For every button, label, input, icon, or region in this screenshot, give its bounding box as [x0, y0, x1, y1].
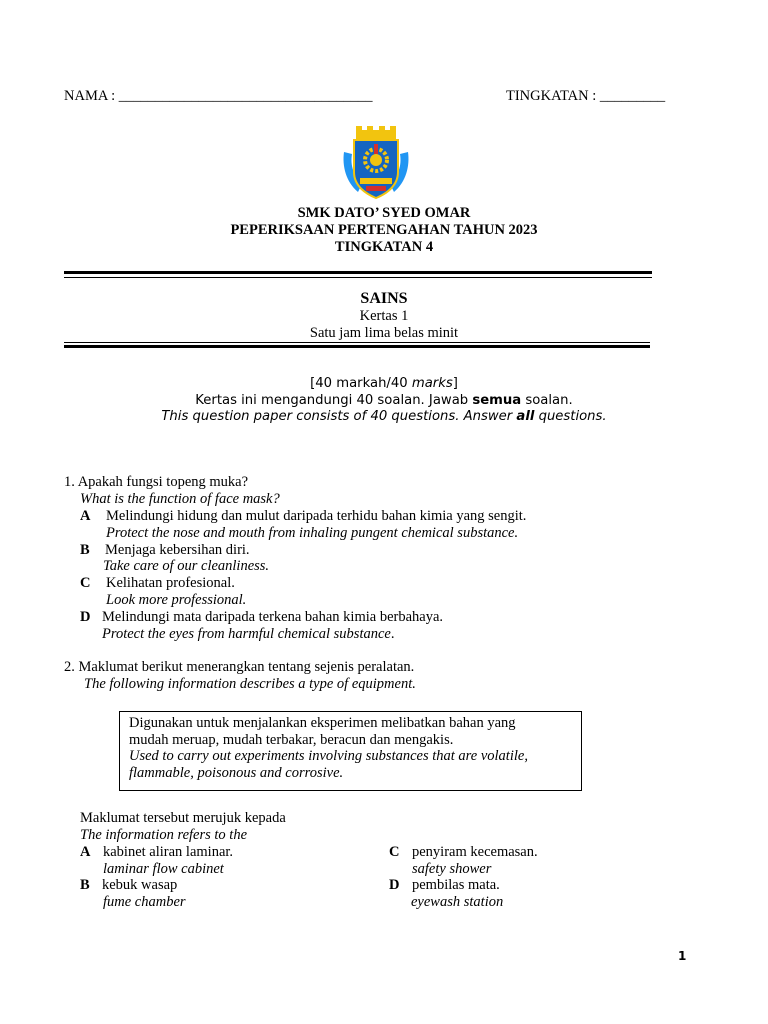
q1-question-en: What is the function of face mask? — [80, 491, 280, 507]
divider-top-thin — [64, 277, 652, 278]
instruction-english: This question paper consists of 40 questions. Answer all questions. — [161, 409, 607, 424]
exam-title: PEPERIKSAAN PERTENGAHAN TAHUN 2023 — [230, 222, 538, 238]
q2-prompt: Maklumat tersebut merujuk kepada — [80, 810, 286, 826]
name-field-label: NAMA : ___________________________________ — [64, 88, 373, 104]
q2-box-line-1: Digunakan untuk menjalankan eksperimen melibatkan bahan yang — [129, 715, 516, 731]
q2-prompt-en: The information refers to the — [80, 827, 248, 843]
q2-option-d-text-en: eyewash station — [411, 894, 504, 910]
q1-option-d-text-en: Protect the eyes from harmful chemical substance. — [102, 626, 395, 642]
q1-option-a-text-en: Protect the nose and mouth from inhaling pungent chemical substance. — [106, 525, 519, 541]
q2-info-box — [119, 711, 582, 791]
q2-option-c-letter: C — [389, 844, 400, 860]
divider-bottom — [64, 345, 650, 348]
q1-option-b-text: Menjaga kebersihan diri. — [105, 542, 250, 558]
instruction-malay: Kertas ini mengandungi 40 soalan. Jawab semua soalan. — [195, 393, 573, 408]
q1-option-c-text-en: Look more professional. — [106, 592, 247, 608]
q2-option-b-letter: B — [80, 877, 90, 893]
q1-option-c-letter: C — [80, 575, 91, 591]
q2-option-a-letter: A — [80, 844, 91, 860]
q1-option-a-text: Melindungi hidung dan mulut daripada terhidu bahan kimia yang sengit. — [106, 508, 527, 524]
q1-option-c-text: Kelihatan profesional. — [106, 575, 235, 591]
divider-bottom-thin — [64, 342, 650, 343]
q2-box-line-en-2: flammable, poisonous and corrosive. — [129, 764, 344, 781]
q2-option-b-text-en: fume chamber — [103, 894, 186, 910]
subject-title: SAINS — [360, 290, 408, 307]
q1-option-d-letter: D — [80, 609, 91, 625]
q2-option-d-letter: D — [389, 877, 400, 893]
q1-option-a-letter: A — [80, 508, 91, 524]
paper-number: Kertas 1 — [359, 308, 409, 324]
school-name: SMK DATO’ SYED OMAR — [297, 205, 471, 221]
q2-box-line-2: mudah meruap, mudah terbakar, beracun dan mengakis. — [129, 731, 454, 748]
page-number: 1 — [678, 949, 687, 963]
q2-question-en: The following information describes a type of equipment. — [84, 676, 416, 692]
q2-option-a-text-en: laminar flow cabinet — [103, 861, 224, 877]
q2-option-b-text: kebuk wasap — [102, 877, 178, 893]
q1-option-b-letter: B — [80, 542, 90, 558]
q1-question: 1. Apakah fungsi topeng muka? — [64, 474, 249, 490]
q2-question: 2. Maklumat berikut menerangkan tentang sejenis peralatan. — [64, 659, 415, 675]
form-field-label: TINGKATAN : _________ — [506, 88, 666, 104]
paper-duration: Satu jam lima belas minit — [309, 325, 459, 341]
q1-option-d-text: Melindungi mata daripada terkena bahan kimia berbahaya. — [102, 609, 444, 625]
q1-option-b-text-en: Take care of our cleanliness. — [103, 558, 270, 574]
marks-info: [40 markah/40 marks] — [310, 376, 458, 391]
q2-box-line-en-1: Used to carry out experiments involving substances that are volatile, — [129, 748, 528, 764]
q2-option-d-text: pembilas mata. — [412, 877, 500, 893]
form-title: TINGKATAN 4 — [334, 239, 434, 255]
q2-option-c-text: penyiram kecemasan. — [412, 844, 538, 860]
q2-option-a-text: kabinet aliran laminar. — [103, 844, 234, 860]
school-logo — [340, 126, 412, 205]
q2-option-c-text-en: safety shower — [412, 861, 492, 877]
divider-top — [64, 271, 652, 274]
